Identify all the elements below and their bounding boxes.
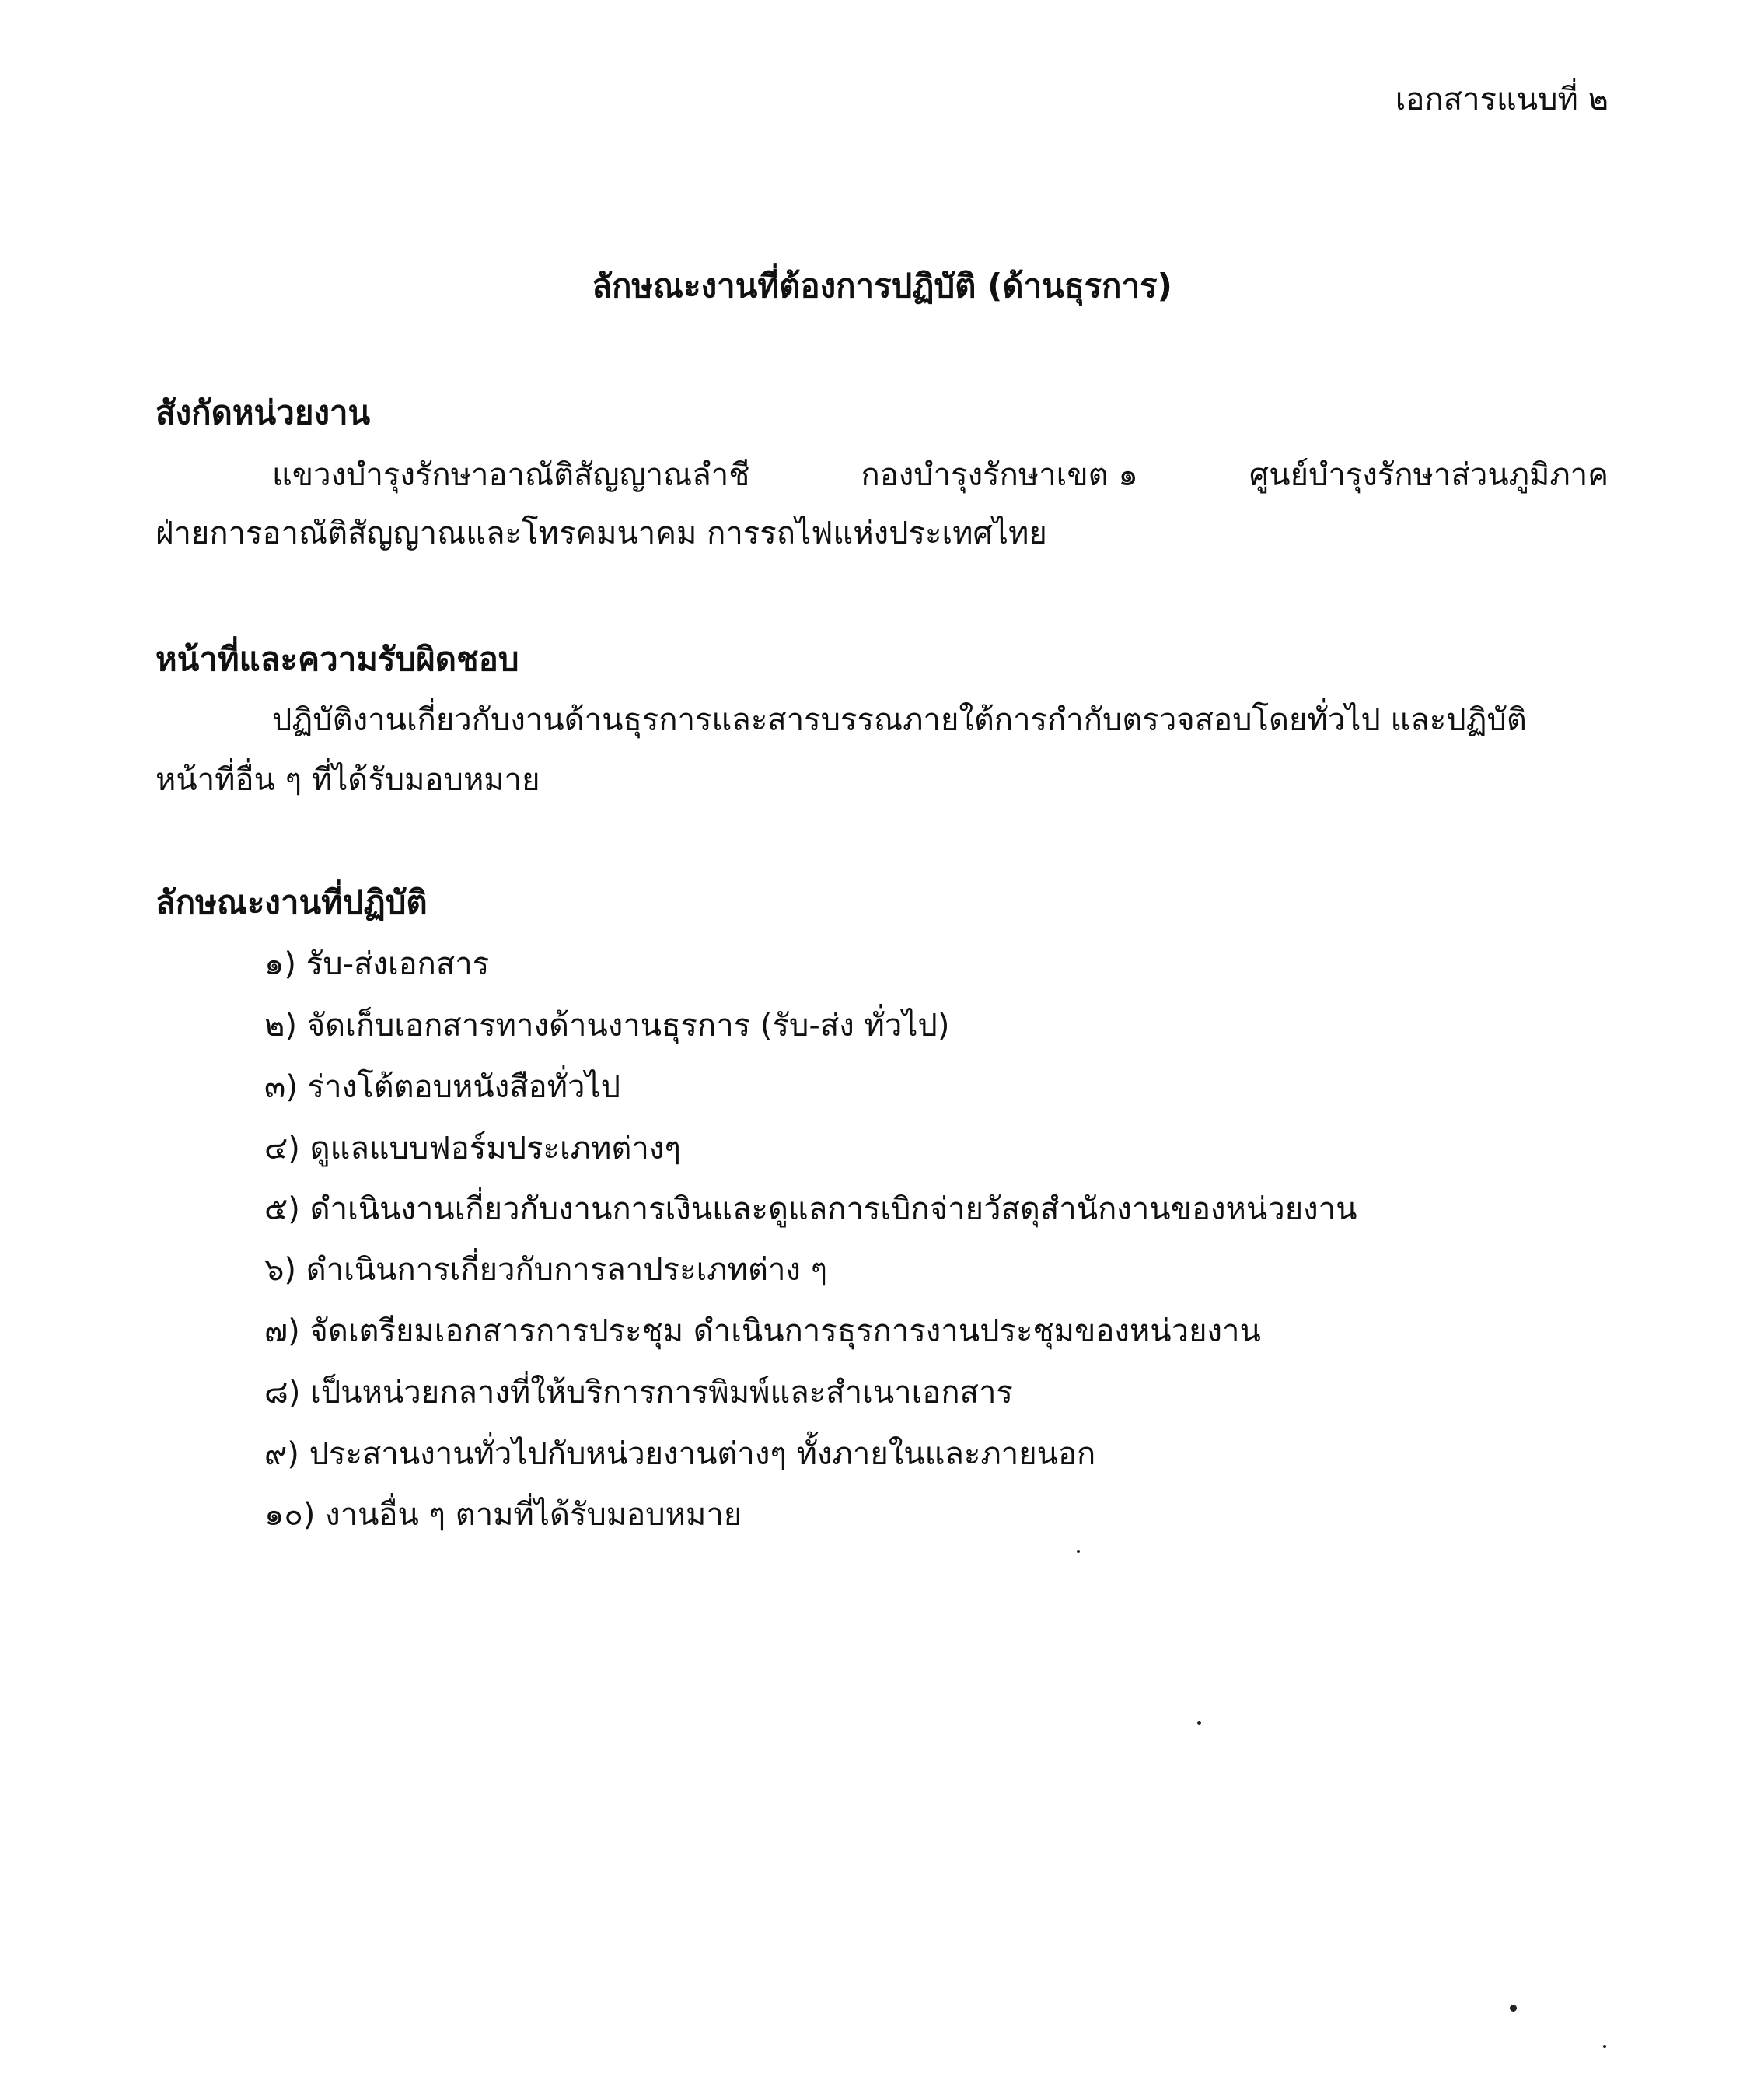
affiliation-line-2: ฝ่ายการอาณัติสัญญาณและโทรคมนาคม การรถไฟแห่งประเทศไทย	[155, 516, 1047, 551]
task-item-1: ๑) รับ-ส่งเอกสาร	[264, 946, 490, 982]
affiliation-line-1	[272, 449, 1609, 499]
tasks-heading: ลักษณะงานที่ปฏิบัติ	[155, 883, 428, 921]
affiliation-part-1: แขวงบำรุงรักษาอาณัติสัญญาณลำชี	[272, 457, 750, 493]
task-item-8: ๘) เป็นหน่วยกลางที่ให้บริการการพิมพ์และสำเนาเอกสาร	[264, 1375, 1013, 1411]
task-item-2: ๒) จัดเก็บเอกสารทางด้านงานธุรการ (รับ-ส่ง ทั่วไป)	[264, 1008, 950, 1044]
scan-speck	[1603, 2045, 1606, 2048]
task-item-10: ๑๐) งานอื่น ๆ ตามที่ได้รับมอบหมาย	[264, 1497, 742, 1533]
affiliation-heading: สังกัดหน่วยงาน	[155, 393, 371, 432]
duties-heading: หน้าที่และความรับผิดชอบ	[155, 640, 519, 678]
task-item-4: ๔) ดูแลแบบฟอร์มประเภทต่างๆ	[264, 1131, 681, 1166]
task-item-5: ๕) ดำเนินงานเกี่ยวกับงานการเงินและดูแลการเบิกจ่ายวัสดุสำนักงานของหน่วยงาน	[264, 1191, 1357, 1227]
duties-line-2: หน้าที่อื่น ๆ ที่ได้รับมอบหมาย	[155, 762, 540, 798]
attachment-reference: เอกสารแนบที่ ๒	[1395, 82, 1609, 117]
scan-speck	[1510, 2005, 1517, 2012]
task-item-7: ๗) จัดเตรียมเอกสารการประชุม ดำเนินการธุรการงานประชุมของหน่วยงาน	[264, 1313, 1261, 1349]
scan-speck	[1197, 1721, 1201, 1725]
task-item-3: ๓) ร่างโต้ตอบหนังสือทั่วไป	[264, 1069, 621, 1105]
scan-speck	[1077, 1550, 1080, 1553]
document-title: ลักษณะงานที่ต้องการปฏิบัติ (ด้านธุรการ)	[592, 267, 1172, 305]
task-item-6: ๖) ดำเนินการเกี่ยวกับการลาประเภทต่าง ๆ	[264, 1252, 828, 1288]
duties-line-1: ปฏิบัติงานเกี่ยวกับงานด้านธุรการและสารบรรณภายใต้การกำกับตรวจสอบโดยทั่วไป และปฏิบัติ	[272, 702, 1527, 738]
affiliation-part-2: กองบำรุงรักษาเขต ๑	[861, 457, 1138, 493]
task-item-9: ๙) ประสานงานทั่วไปกับหน่วยงานต่างๆ ทั้งภายในและภายนอก	[264, 1436, 1096, 1472]
affiliation-part-3: ศูนย์บำรุงรักษาส่วนภูมิภาค	[1249, 457, 1609, 493]
